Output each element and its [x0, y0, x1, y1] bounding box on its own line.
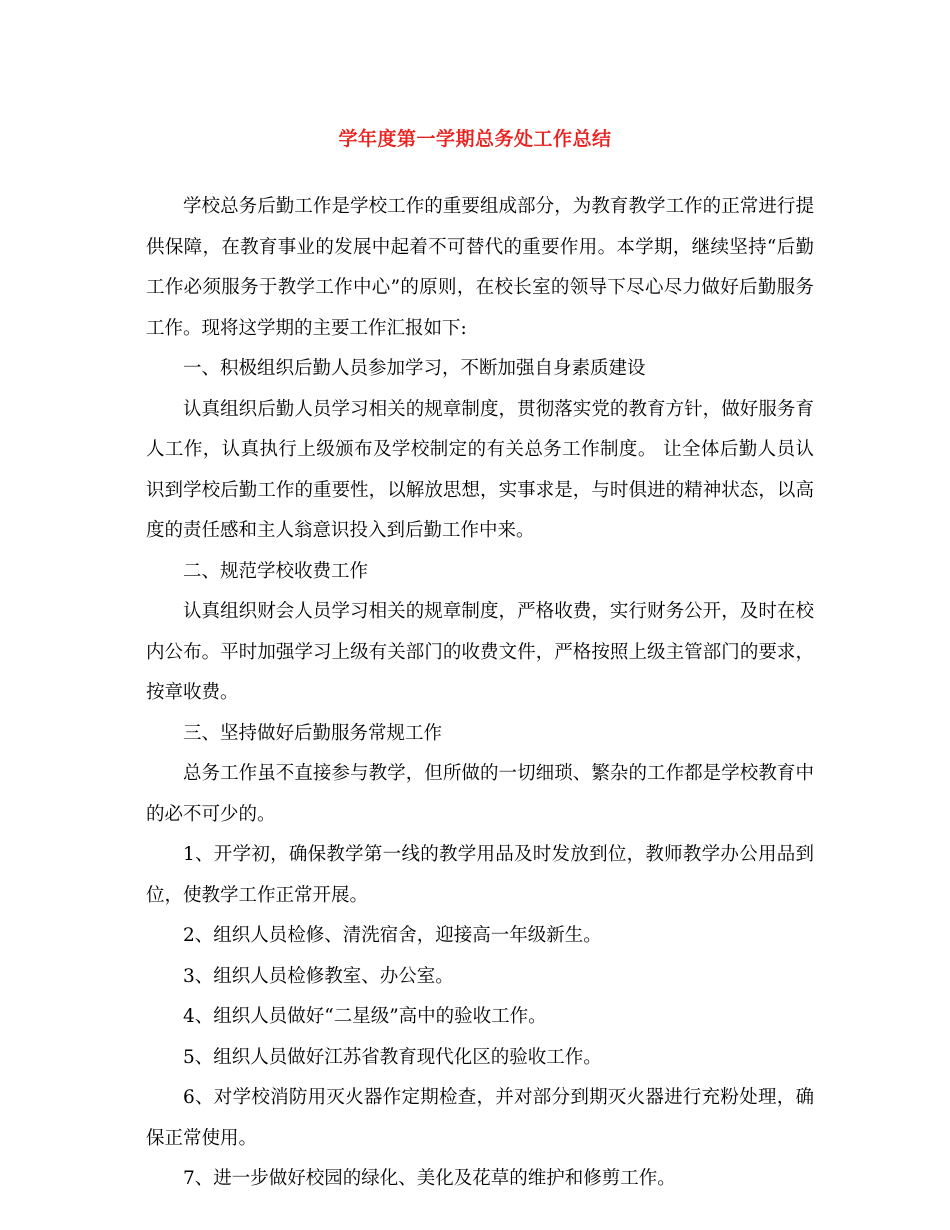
list-item-7: 7、进一步做好校园的绿化、美化及花草的维护和修剪工作。	[183, 1168, 676, 1189]
list-item-2: 2、组织人员检修、清洗宿舍，迎接高一年级新生。	[183, 925, 602, 946]
paragraph-section-3: 总务工作虽不直接参与教学，但所做的一切细琐、繁杂的工作都是学校教育中的必不可少的。	[146, 763, 814, 825]
list-item-5: 5、组织人员做好江苏省教育现代化区的验收工作。	[183, 1046, 602, 1068]
section-heading-2: 二、规范学校收费工作	[183, 560, 369, 582]
paragraph-section-1: 认真组织后勤人员学习相关的规章制度，贯彻落实党的教育方针，做好服务育人工作，认真执行上级颁布及学校制定的有关总务工作制度。 让全体后勤人员认识到学校后勤工作的重要性，以解放思想，实事求是，与时俱进的精神状态，以高度的责任感和主人翁意识投入到后勤工作中来。	[146, 398, 814, 541]
list-item-3: 3、组织人员检修教室、办公室。	[183, 965, 454, 987]
document-title: 学年度第一学期总务处工作总结	[338, 128, 612, 150]
list-item-1: 1、开学初，确保教学第一线的教学用品及时发放到位，教师教学办公用品到位，使教学工作正常开展。	[146, 844, 814, 906]
list-item-6: 6、对学校消防用灭火器作定期检查，并对部分到期灭火器进行充粉处理，确保正常使用。	[146, 1087, 814, 1149]
list-item-4: 4、组织人员做好“二星级”高中的验收工作。	[183, 1006, 547, 1027]
paragraph-section-2: 认真组织财会人员学习相关的规章制度，严格收费，实行财务公开，及时在校内公布。平时加强学习上级有关部门的收费文件，严格按照上级主管部门的要求，按章收费。	[146, 601, 814, 703]
section-heading-3: 三、坚持做好后勤服务常规工作	[183, 722, 443, 744]
section-heading-1: 一、积极组织后勤人员参加学习，不断加强自身素质建设	[183, 358, 646, 379]
paragraph-intro: 学校总务后勤工作是学校工作的重要组成部分，为教育教学工作的正常进行提供保障，在教育事业的发展中起着不可替代的重要作用。本学期，继续坚持“后勤工作必须服务于教学工作中心”的原则，在校长室的领导下尽心尽力做好后勤服务工作。现将这学期的主要工作汇报如下:	[146, 196, 814, 339]
document-body	[146, 187, 814, 1200]
